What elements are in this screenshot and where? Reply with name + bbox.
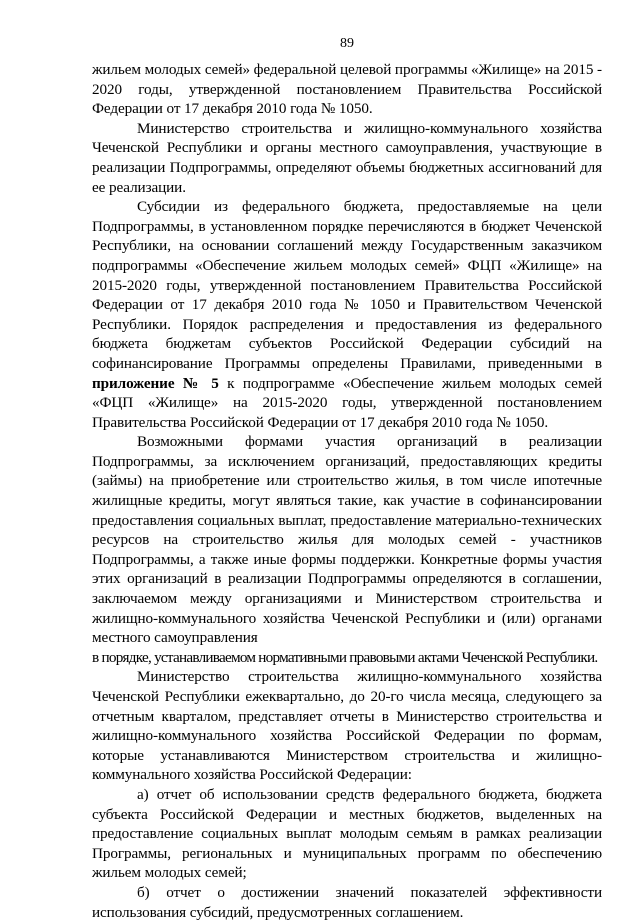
page-number: 89 <box>340 36 354 51</box>
paragraph-organization-participation-tail: в порядке, устанавливаемом нормативными правовыми актами Чеченской Республики. <box>92 648 598 666</box>
list-item-report-a: а) отчет об использовании средств федерального бюджета, бюджета субъекта Российской Федерации и местных бюджетов, выделенных на предоставление социальных выплат молодым семьям в рамках реализации Программы, региональных и муниципальных программ по обеспечению жильем молодых семей; <box>92 785 602 882</box>
paragraph-organization-participation: Возможными формами участия организаций в реализации Подпрограммы, за исключением организаций, предоставляющих кредиты (займы) на приобретение или строительство жилья, в том числе ипотечные жилищные кредиты, могут являться такие, как участие в софинансировании предоставления социальных выплат, предоставление материально-технических ресурсов на строительство жилья для молодых семей - участников Подпрограммы, а также иные формы поддержки. Конкретные формы участия этих организаций в реализации Подпрограммы определяются в соглашении, заключаемом между организациями и Министерством строительства и жилищно-коммунального хозяйства Чеченской Республики и (или) органами местного самоуправления <box>92 433 602 647</box>
paragraph-federal-subsidies <box>92 197 602 432</box>
paragraph-ministry-budget: Министерство строительства и жилищно-коммунального хозяйства Чеченской Республики и органы местного самоуправления, участвующие в реализации Подпрограммы, определяют объемы бюджетных ассигнований для ее реализации. <box>92 119 602 196</box>
paragraph-quarterly-reports: Министерство строительства жилищно-коммунального хозяйства Чеченской Республики ежеквартально, до 20-го числа месяца, следующего за отчетным кварталом, представляет отчеты в Министерство строительства и жилищно-коммунального хозяйства Российской Федерации по формам, которые устанавливаются Министерством строительства и жилищно-коммунального хозяйства Российской Федерации: <box>92 668 602 784</box>
list-item-report-b: б) отчет о достижении значений показателей эффективности использования субсидий, предусмотренных соглашением. <box>92 883 602 921</box>
document-page <box>92 34 602 922</box>
paragraph-continuation: жильем молодых семей» федеральной целевой программы «Жилище» на 2015 - 2020 годы, утвержденной постановлением Правительства Российской Федерации от 17 декабря 2010 года № 1050. <box>92 61 602 118</box>
paragraph-federal-subsidies-tail: к подпрограмме «Обеспечение жильем молодых семей «ФЦП «Жилище» на 2015-2020 годы, утвержденной постановлением Правительства Российской Федерации от 17 декабря 2010 года № 1050. <box>92 374 602 431</box>
paragraph-federal-subsidies-text: Субсидии из федерального бюджета, предоставляемые на цели Подпрограммы, в установленном порядке перечисляются в бюджет Чеченской Республики, на основании соглашений между Государственным заказчиком подпрограммы «Обеспечение жильем молодых семей» ФЦП «Жилище» на 2015-2020 годы, утвержденной постановлением Правительства Российской Федерации от 17 декабря 2010 года № 1050 и Правительством Чеченской Республики. Порядок распределения и предоставления из федерального бюджета бюджетам субъектов Российской Федерации субсидий на софинансирование Программы определены Правилами, приведенными в <box>92 198 602 372</box>
appendix-reference: приложение № 5 <box>92 374 219 392</box>
